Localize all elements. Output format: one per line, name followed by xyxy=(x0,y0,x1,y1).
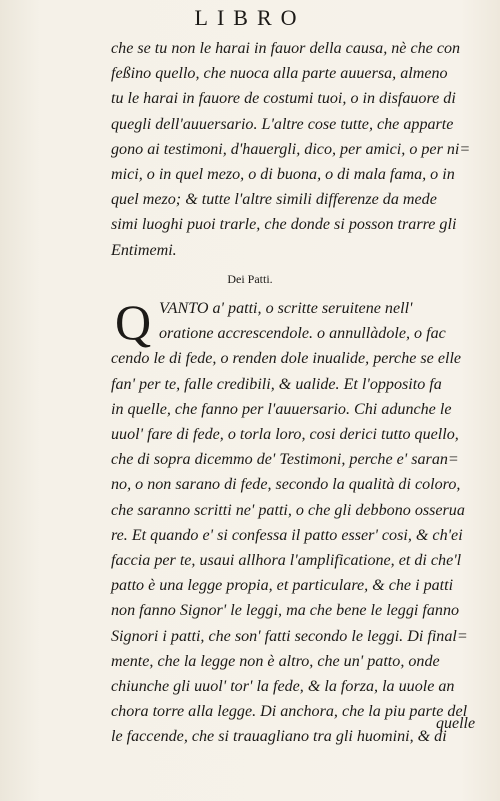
text-line: mente, che la legge non è altro, che un' patto, onde xyxy=(111,652,440,670)
text-line: VANTO a' patti, o scritte seruitene nell' xyxy=(159,300,413,317)
running-head: LIBRO xyxy=(194,5,306,30)
drop-cap-initial: Q xyxy=(115,294,152,350)
text-line: in quelle, che fanno per l'auuersario. Chi adunche le xyxy=(111,400,452,418)
text-line: chora torre alla legge. Di anchora, che la piu parte del xyxy=(111,703,468,721)
text-line: no, o non sarano di fede, secondo la qualità di coloro, xyxy=(111,476,461,494)
text-line: Entimemi. xyxy=(111,241,177,259)
text-line: Signori i patti, che son' fatti secondo le leggi. Di final= xyxy=(111,627,468,645)
catchword: quelle xyxy=(436,715,476,732)
text-line: non fanno Signor' le leggi, ma che bene le leggi fanno xyxy=(111,602,460,620)
text-line: oratione accrescendole. o annullàdole, o fac xyxy=(159,325,446,343)
text-line: quel mezo; & tutte l'altre simili differenze da mede xyxy=(111,191,437,209)
text-line: uuol' fare di fede, o torla loro, cosi derici tutto quello, xyxy=(111,426,459,444)
paragraph-witnesses xyxy=(111,36,481,263)
section-heading: Dei Patti. xyxy=(227,272,273,286)
text-line: che di sopra dicemmo de' Testimoni, perche e' saran= xyxy=(111,451,459,469)
text-line: tu le harai in fauore de costumi tuoi, o in disfauore di xyxy=(111,90,456,108)
text-line: gono ai testimoni, d'hauergli, dico, per amici, o per ni= xyxy=(111,140,471,158)
text-line: le faccende, che si trauagliano tra gli huomini, & di xyxy=(111,728,447,746)
text-line: cendo le di fede, o renden dole inualide, perche se elle xyxy=(111,350,462,368)
text-line: che saranno scritti ne' patti, o che gli debbono osserua xyxy=(111,501,465,519)
paragraph-pacts xyxy=(111,296,481,750)
text-line: mici, o in quel mezo, o di buona, o di mala fama, o in xyxy=(111,166,455,184)
text-line: fan' per te, falle credibili, & ualide. Et l'opposito fa xyxy=(111,375,442,393)
text-line: chiunche gli uuol' tor' la fede, & la forza, la uuole an xyxy=(111,678,455,696)
text-line: faccia per te, usaui allhora l'amplificatione, et di che'l xyxy=(111,552,462,570)
text-line: feßino quello, che nuoca alla parte auuersa, almeno xyxy=(111,65,448,83)
text-line: che se tu non le harai in fauor della causa, nè che con xyxy=(111,40,461,57)
text-line: quegli dell'auuersario. L'altre cose tutte, che apparte xyxy=(111,115,454,133)
text-line: patto è una legge propia, et particulare, & che i patti xyxy=(111,577,454,595)
text-line: simi luoghi puoi trarle, che donde si posson trarre gli xyxy=(111,216,457,234)
text-line: re. Et quando e' si confessa il patto esser' cosi, & ch'ei xyxy=(111,526,463,544)
